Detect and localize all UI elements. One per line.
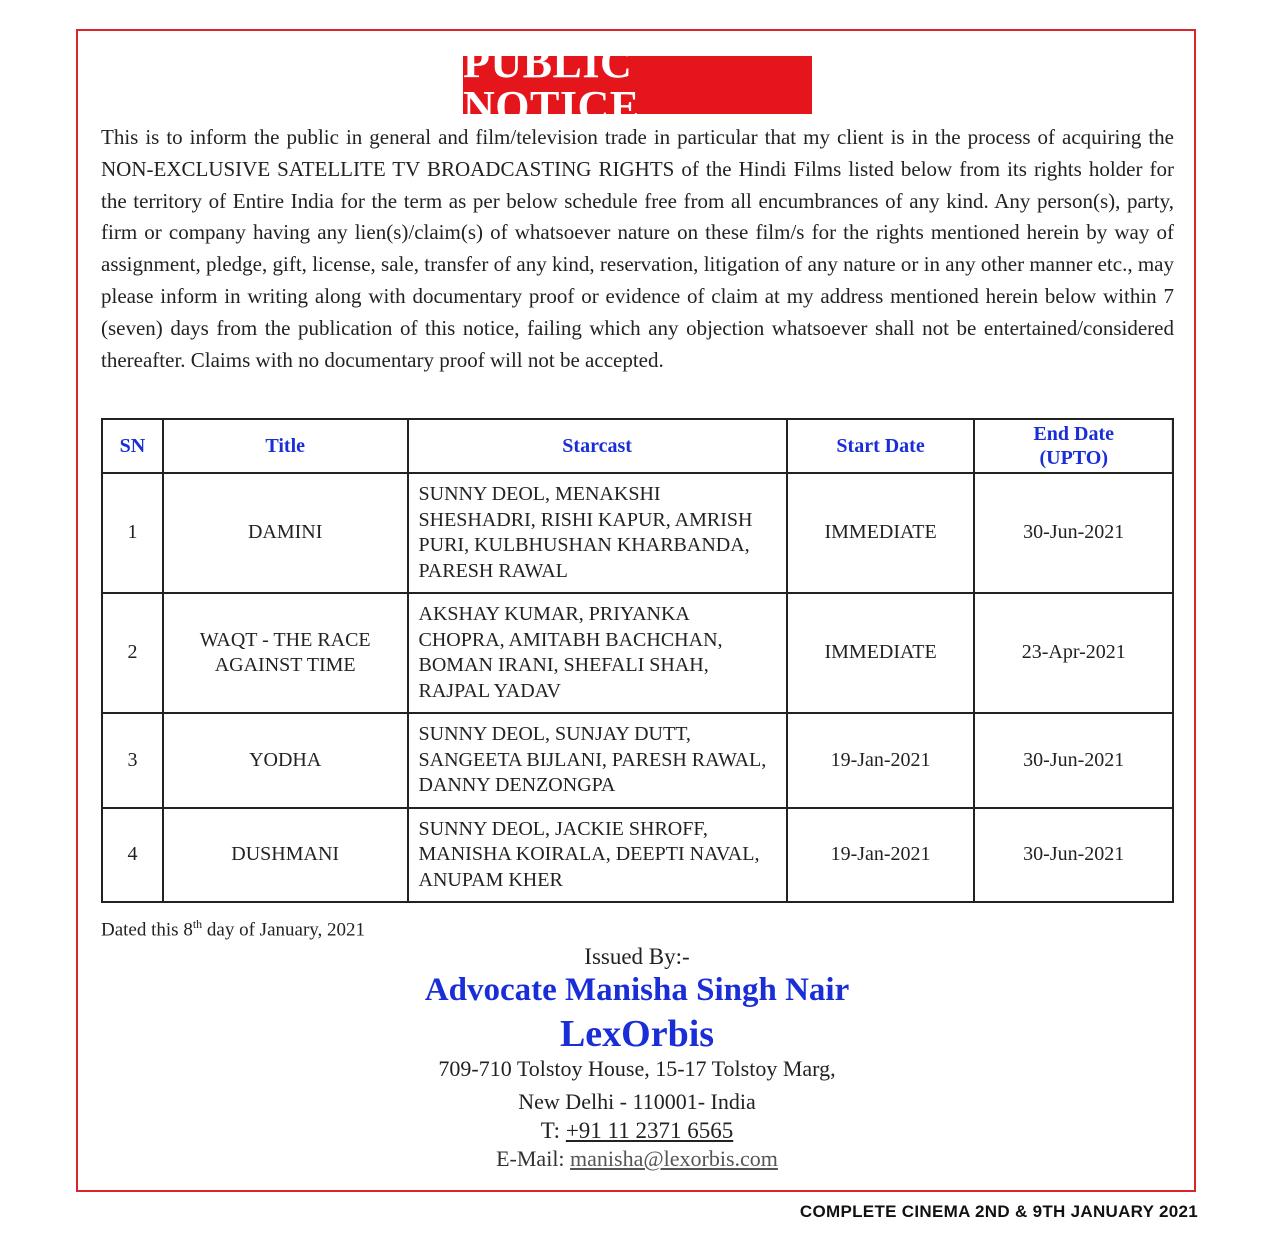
notice-title-banner bbox=[463, 38, 812, 131]
row-title: YODHA bbox=[163, 713, 408, 808]
row-starcast: AKSHAY KUMAR, PRIYANKA CHOPRA, AMITABH BACHCHAN, BOMAN IRANI, SHEFALI SHAH, RAJPAL YADAV bbox=[408, 593, 787, 713]
row-end-date: 30-Jun-2021 bbox=[974, 473, 1173, 593]
firm-name: LexOrbis bbox=[559, 1013, 715, 1055]
address-line-1: 709-710 Tolstoy House, 15-17 Tolstoy Marg, bbox=[438, 1056, 836, 1081]
row-start-date: 19-Jan-2021 bbox=[787, 713, 975, 808]
address-line-2: New Delhi - 110001- India bbox=[518, 1089, 756, 1114]
row-end-date: 23-Apr-2021 bbox=[974, 593, 1173, 713]
row-sn: 4 bbox=[102, 808, 163, 903]
row-start-date: IMMEDIATE bbox=[787, 593, 975, 713]
dated-line bbox=[101, 917, 365, 941]
row-title: DAMINI bbox=[163, 473, 408, 593]
dated-sup: th bbox=[192, 917, 203, 931]
phone-line bbox=[0, 1118, 1274, 1144]
row-title: WAQT - THE RACE AGAINST TIME bbox=[163, 593, 408, 713]
table-row bbox=[102, 473, 1173, 593]
email-line bbox=[0, 1146, 1274, 1172]
email-link[interactable]: manisha@lexorbis.com bbox=[570, 1146, 778, 1171]
phone-link[interactable]: +91 11 2371 6565 bbox=[565, 1118, 734, 1143]
phone-label: T: bbox=[540, 1118, 566, 1143]
header-start-date: Start Date bbox=[787, 419, 975, 473]
row-end-date: 30-Jun-2021 bbox=[974, 713, 1173, 808]
issued-by: Issued By:- bbox=[584, 944, 690, 969]
table-row bbox=[102, 808, 1173, 903]
row-title: DUSHMANI bbox=[163, 808, 408, 903]
row-sn: 2 bbox=[102, 593, 163, 713]
row-start-date: 19-Jan-2021 bbox=[787, 808, 975, 903]
header-end-date-label: End Date bbox=[1033, 423, 1115, 445]
header-sn: SN bbox=[102, 419, 163, 473]
notice-title: PUBLIC NOTICE bbox=[463, 38, 640, 131]
dated-prefix: Dated this 8 bbox=[101, 919, 193, 941]
email-label: E-Mail: bbox=[496, 1146, 571, 1171]
table-row bbox=[102, 593, 1173, 713]
notice-body: This is to inform the public in general and film/television trade in particular that my client is in the process of acquiring the NON-EXCLUSIVE SATELLITE TV BROADCASTING RIGHTS of the Hindi Films listed below from its rights holder for the territory of Entire India for the term as per below schedule free from all encumbrances of any kind. Any person(s), party, firm or company having any lien(s)/claim(s) of whatsoever nature on these film/s for the rights mentioned herein by way of assignment, pledge, gift, license, sale, transfer of any kind, reservation, litigation of any nature or in any other manner etc., may please inform in writing along with documentary proof or evidence of claim at my address mentioned herein below within 7 (seven) days from the publication of this notice, failing which any objection whatsoever shall not be entertained/considered thereafter. Claims with no documentary proof will not be accepted. bbox=[101, 125, 1174, 372]
table-header-row bbox=[102, 419, 1173, 473]
advocate-name: Advocate Manisha Singh Nair bbox=[424, 972, 850, 1008]
row-starcast: SUNNY DEOL, MENAKSHI SHESHADRI, RISHI KAPUR, AMRISH PURI, KULBHUSHAN KHARBANDA, PARESH RAWAL bbox=[408, 473, 787, 593]
row-end-date: 30-Jun-2021 bbox=[974, 808, 1173, 903]
table-row bbox=[102, 713, 1173, 808]
header-title: Title bbox=[163, 419, 408, 473]
row-sn: 3 bbox=[102, 713, 163, 808]
row-starcast: SUNNY DEOL, JACKIE SHROFF, MANISHA KOIRALA, DEEPTI NAVAL, ANUPAM KHER bbox=[408, 808, 787, 903]
publication-footer: COMPLETE CINEMA 2ND & 9TH JANUARY 2021 bbox=[799, 1202, 1198, 1221]
header-end-date-upto: (UPTO) bbox=[1039, 447, 1108, 469]
row-start-date: IMMEDIATE bbox=[787, 473, 975, 593]
row-starcast: SUNNY DEOL, SUNJAY DUTT, SANGEETA BIJLANI, PARESH RAWAL, DANNY DENZONGPA bbox=[408, 713, 787, 808]
header-starcast: Starcast bbox=[408, 419, 787, 473]
dated-suffix: day of January, 2021 bbox=[202, 919, 366, 941]
header-end-date bbox=[974, 419, 1173, 473]
row-sn: 1 bbox=[102, 473, 163, 593]
films-table bbox=[101, 418, 1174, 903]
